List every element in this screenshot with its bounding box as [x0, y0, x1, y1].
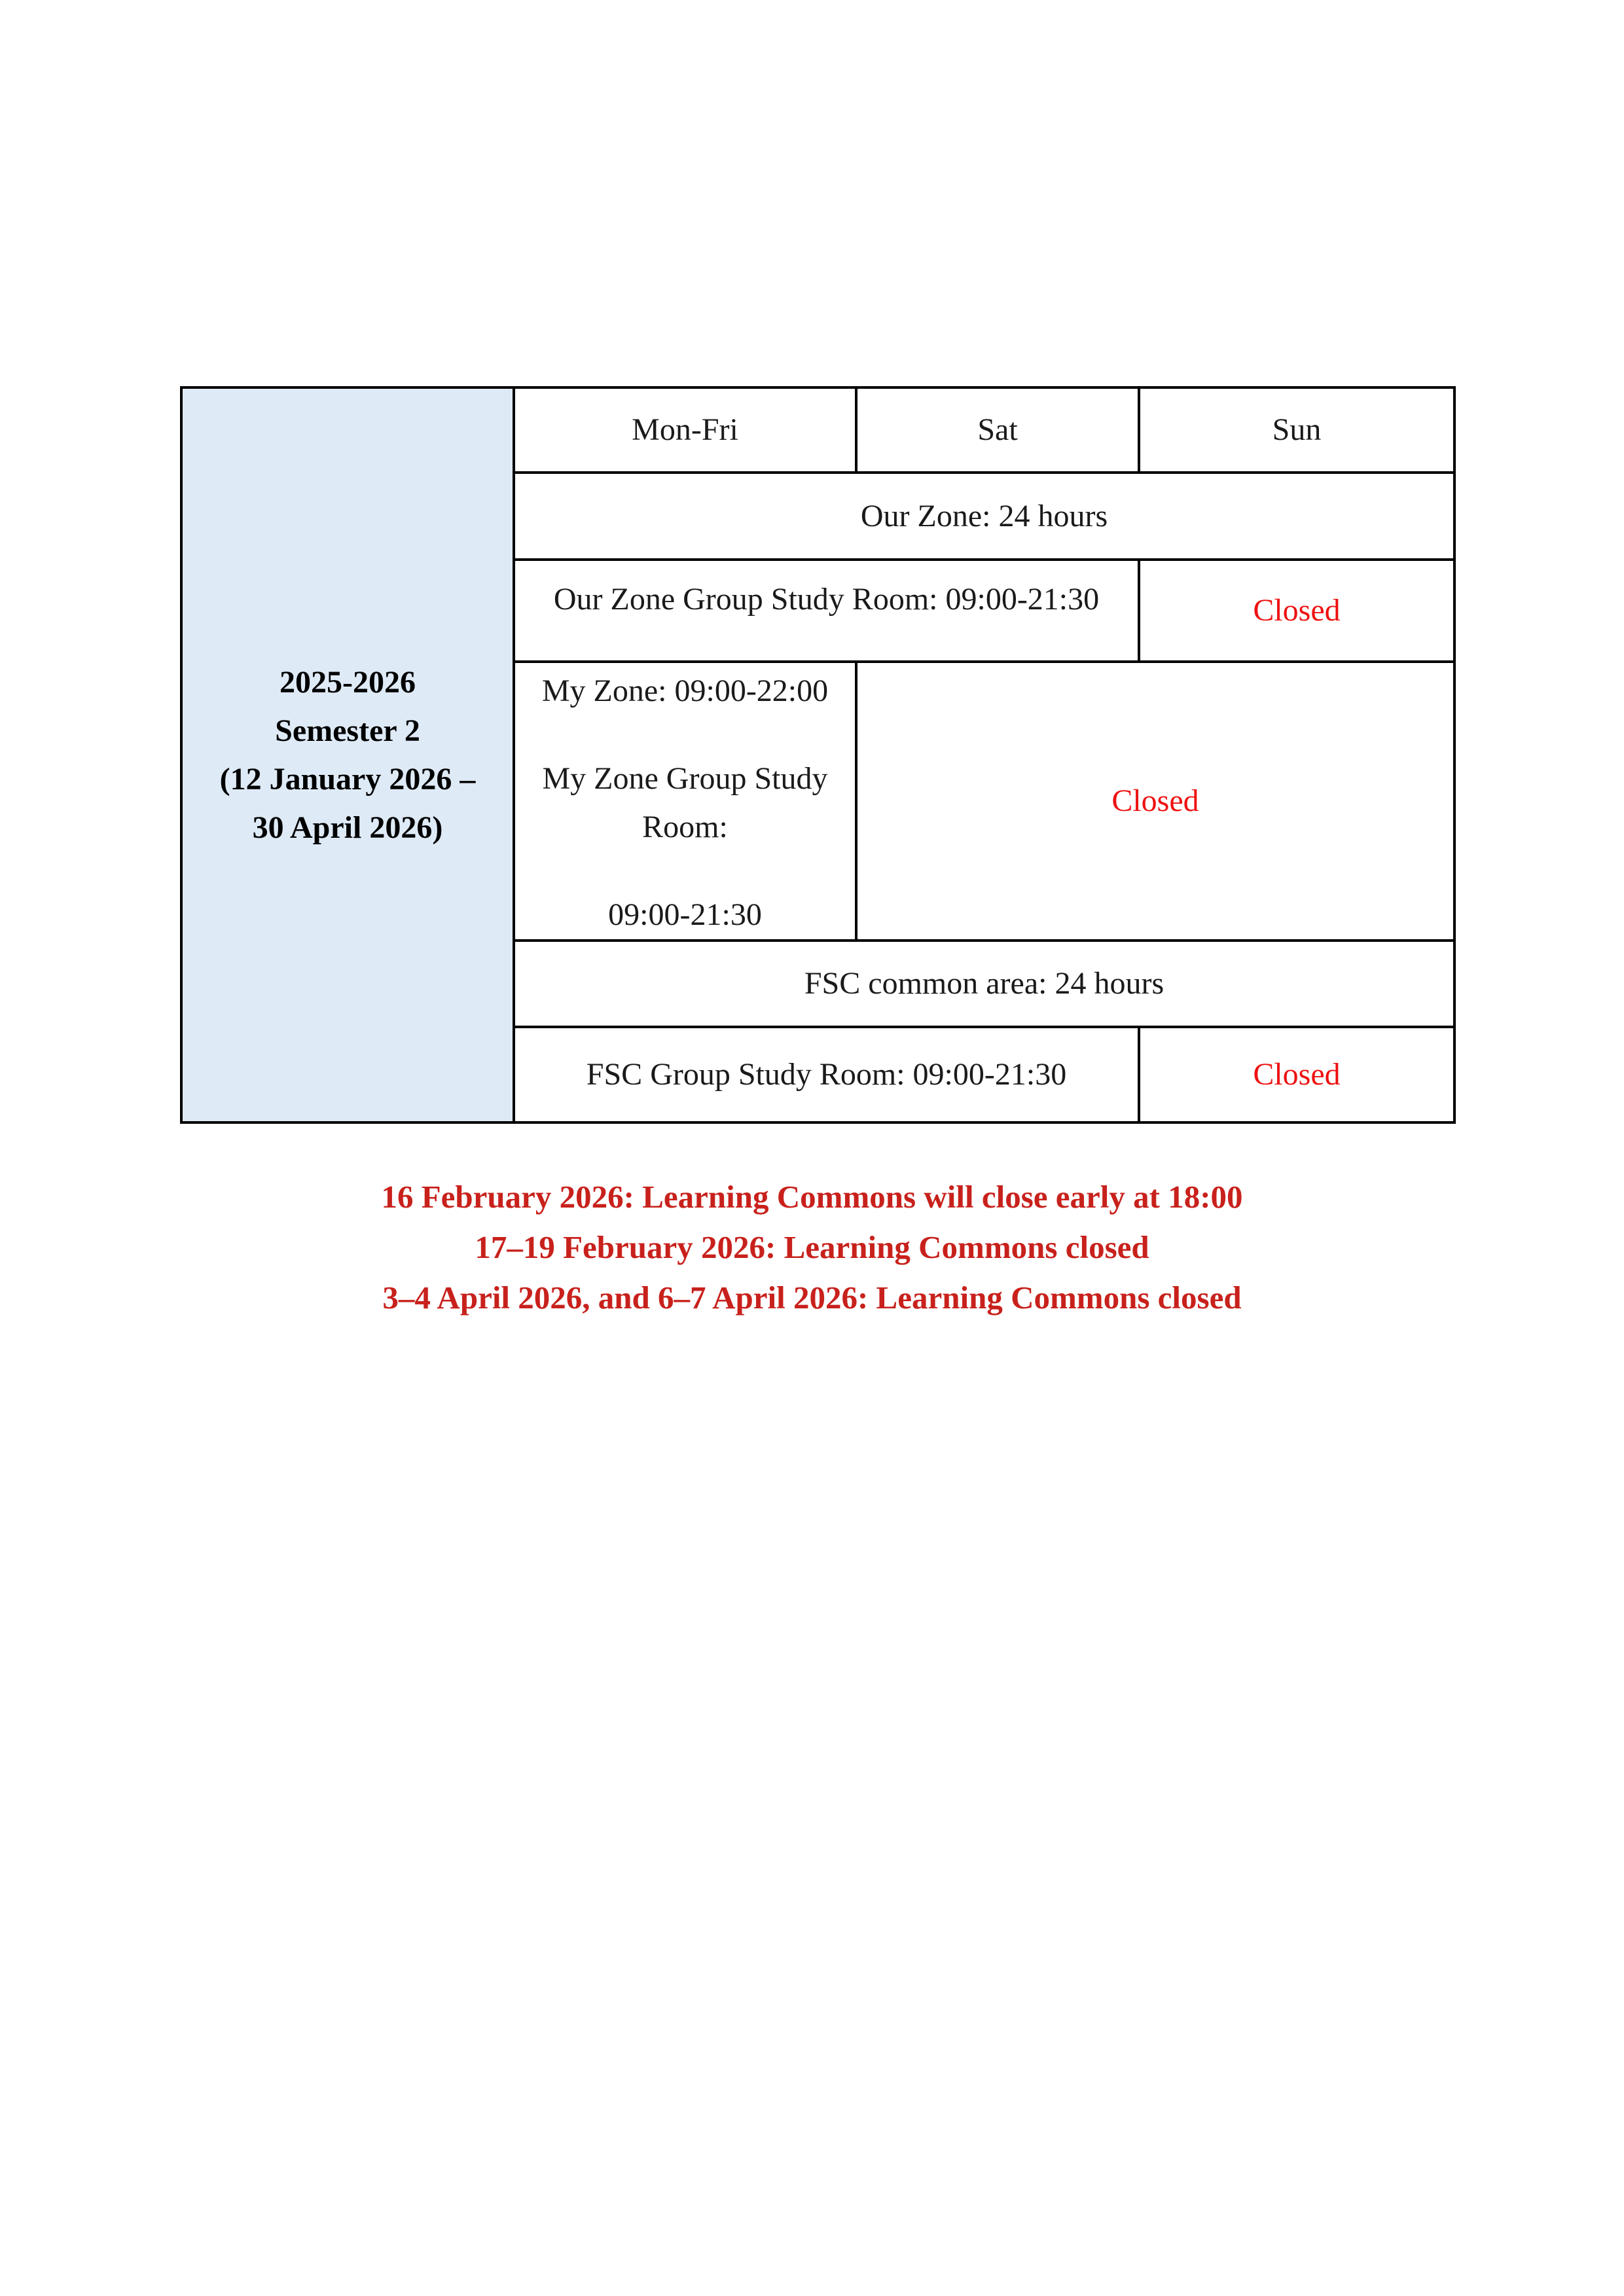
semester-year: 2025-2026 [280, 664, 416, 700]
my-zone-group-room-label: My Zone Group Study Room: [542, 761, 828, 844]
opening-hours-table [180, 386, 1456, 1124]
notice-february-closure: 17–19 February 2026: Learning Commons closed [475, 1229, 1149, 1265]
our-zone-group-room-hours: Our Zone Group Study Room: 09:00-21:30 [514, 560, 1139, 662]
closure-notices [0, 1172, 1624, 1323]
my-zone-group-room-hours: 09:00-21:30 [608, 897, 762, 932]
fsc-group-room-hours: FSC Group Study Room: 09:00-21:30 [514, 1027, 1139, 1122]
semester-dates-end: 30 April 2026) [252, 810, 443, 845]
header-weekdays: Mon-Fri [514, 387, 856, 473]
semester-dates-start: (12 January 2026 – [219, 761, 476, 797]
my-zone-hours: My Zone: 09:00-22:00 [541, 673, 829, 708]
our-zone-hours: Our Zone: 24 hours [514, 473, 1454, 560]
header-saturday: Sat [856, 387, 1139, 473]
header-row [181, 387, 1454, 473]
semester-name: Semester 2 [275, 713, 420, 748]
my-zone-weekend-closed: Closed [856, 662, 1454, 941]
fsc-group-room-sunday-closed: Closed [1139, 1027, 1454, 1122]
our-zone-group-room-sunday-closed: Closed [1139, 560, 1454, 662]
my-zone-cell [514, 662, 856, 941]
notice-april-closure: 3–4 April 2026, and 6–7 April 2026: Learning Commons closed [382, 1280, 1242, 1316]
notice-early-close: 16 February 2026: Learning Commons will close early at 18:00 [381, 1179, 1243, 1215]
fsc-common-area-hours: FSC common area: 24 hours [514, 941, 1454, 1027]
semester-cell [181, 387, 514, 1122]
header-sunday: Sun [1139, 387, 1454, 473]
